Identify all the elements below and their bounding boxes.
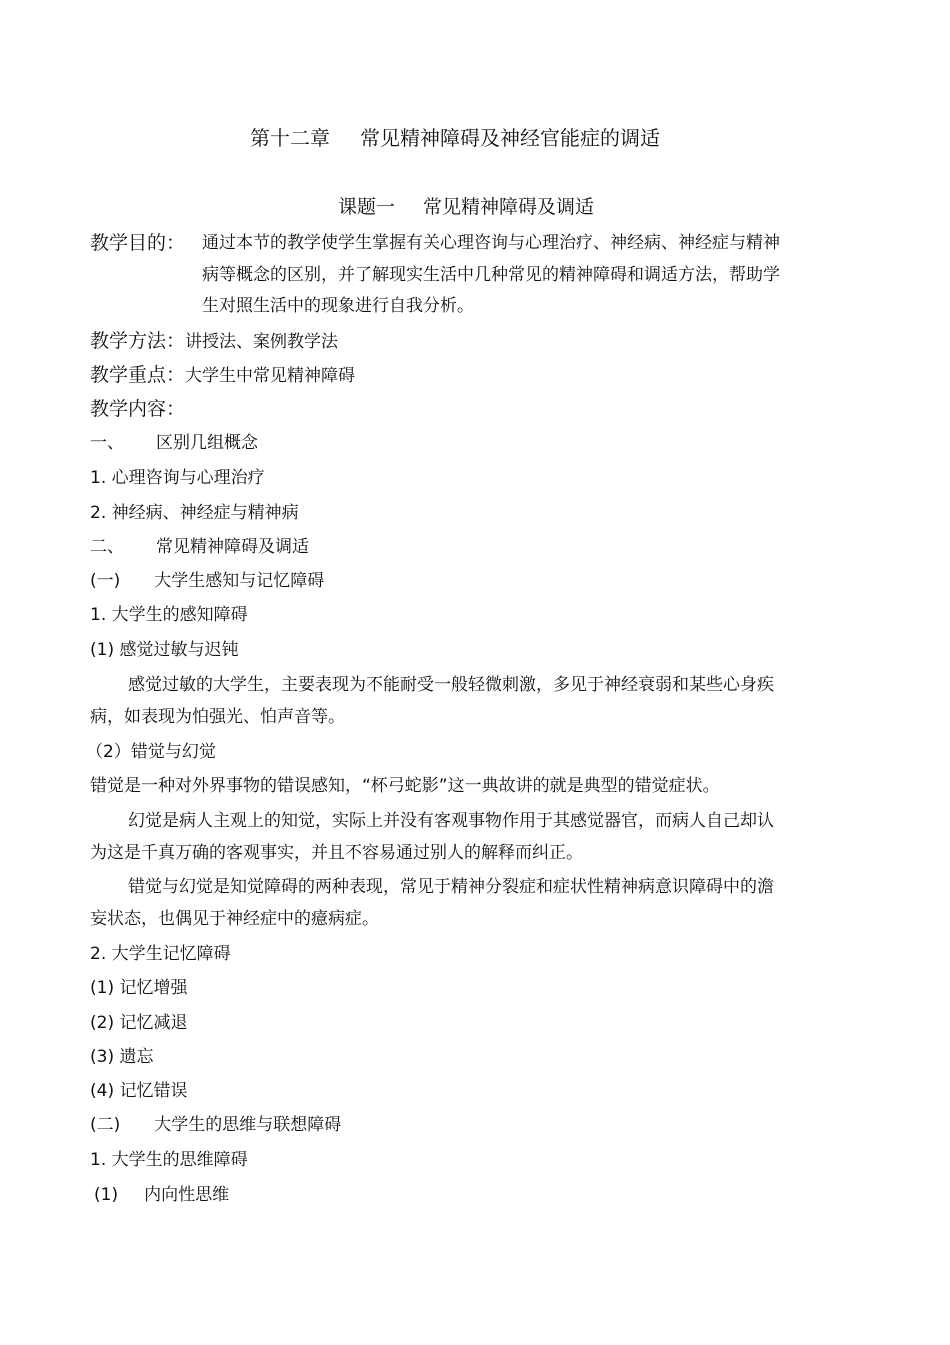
- section-2-number: 二、: [90, 537, 124, 557]
- subsection-1-number: (一): [90, 571, 121, 591]
- hyperesthesia-para-line-1: 感觉过敏的大学生，主要表现为不能耐受一般轻微刺激，多见于神经衰弱和某些心身疾: [128, 675, 774, 695]
- subsection-1-heading: [90, 571, 324, 591]
- subsection-2-number: (二): [90, 1115, 121, 1135]
- section-2-heading: [90, 537, 309, 557]
- method-row: [90, 330, 338, 352]
- perception-summary-line-1: 错觉与幻觉是知觉障碍的两种表现，常见于精神分裂症和症状性精神病意识障碍中的澹: [128, 877, 774, 897]
- section-1-number: 一、: [90, 433, 124, 453]
- section-1-item-1: 1. 心理咨询与心理治疗: [90, 468, 265, 488]
- memory-item-1: (1) 记忆增强: [90, 978, 188, 998]
- objective-line-3: 生对照生活中的现象进行自我分析。: [202, 296, 474, 316]
- chapter-heading: [250, 126, 660, 150]
- introverted-thinking-number: (1): [94, 1185, 119, 1205]
- hyperesthesia-item: (1) 感觉过敏与迟钝: [90, 640, 239, 660]
- illusion-para: 错觉是一种对外界事物的错误感知，“杯弓蛇影”这一典故讲的就是典型的错觉症状。: [90, 776, 720, 796]
- lesson-number: 课题一: [338, 196, 396, 218]
- section-1-item-2: 2. 神经病、神经症与精神病: [90, 503, 299, 523]
- chapter-title: 常见精神障碍及神经官能症的调适: [360, 126, 660, 150]
- focus-label: 教学重点：: [90, 364, 186, 386]
- memory-disorder-heading: 2. 大学生记忆障碍: [90, 944, 231, 964]
- objective-line-2: 病等概念的区别，并了解现实生活中几种常见的精神障碍和调适方法，帮助学: [202, 265, 780, 285]
- objective-label: 教学目的：: [90, 232, 186, 254]
- subsection-2-title: 大学生的思维与联想障碍: [154, 1115, 342, 1135]
- hallucination-para-line-1: 幻觉是病人主观上的知觉，实际上并没有客观事物作用于其感觉器官，而病人自己却认: [128, 811, 774, 831]
- chapter-number: 第十二章: [250, 126, 330, 150]
- memory-item-2: (2) 记忆减退: [90, 1013, 188, 1033]
- memory-item-4: (4) 记忆错误: [90, 1081, 188, 1101]
- focus-row: [90, 364, 355, 386]
- perception-summary-line-2: 妄状态，也偶见于神经症中的癔病症。: [90, 909, 379, 929]
- hallucination-para-line-2: 为这是千真万确的客观事实，并且不容易通过别人的解释而纠正。: [90, 843, 583, 863]
- focus-value: 大学生中常见精神障碍: [185, 366, 356, 386]
- hyperesthesia-para-line-2: 病，如表现为怕强光、怕声音等。: [90, 707, 345, 727]
- illusion-heading: （2）错觉与幻觉: [86, 742, 216, 762]
- method-value: 讲授法、案例教学法: [185, 332, 339, 352]
- content-label: 教学内容：: [90, 398, 186, 420]
- objective-line-1: 通过本节的教学使学生掌握有关心理咨询与心理治疗、神经病、神经症与精神: [202, 233, 780, 253]
- section-1-heading: [90, 433, 258, 453]
- perception-disorder-heading: 1. 大学生的感知障碍: [90, 605, 248, 625]
- memory-item-3: (3) 遗忘: [90, 1047, 154, 1067]
- introverted-thinking-title: 内向性思维: [144, 1185, 230, 1205]
- section-1-title: 区别几组概念: [156, 433, 258, 453]
- subsection-2-heading: [90, 1115, 341, 1135]
- lesson-title: 常见精神障碍及调适: [423, 196, 595, 218]
- introverted-thinking-item: [94, 1185, 229, 1205]
- thinking-disorder-heading: 1. 大学生的思维障碍: [90, 1150, 248, 1170]
- section-2-title: 常见精神障碍及调适: [156, 537, 309, 557]
- subsection-1-title: 大学生感知与记忆障碍: [154, 571, 325, 591]
- method-label: 教学方法：: [90, 330, 186, 352]
- lesson-heading: [338, 196, 594, 218]
